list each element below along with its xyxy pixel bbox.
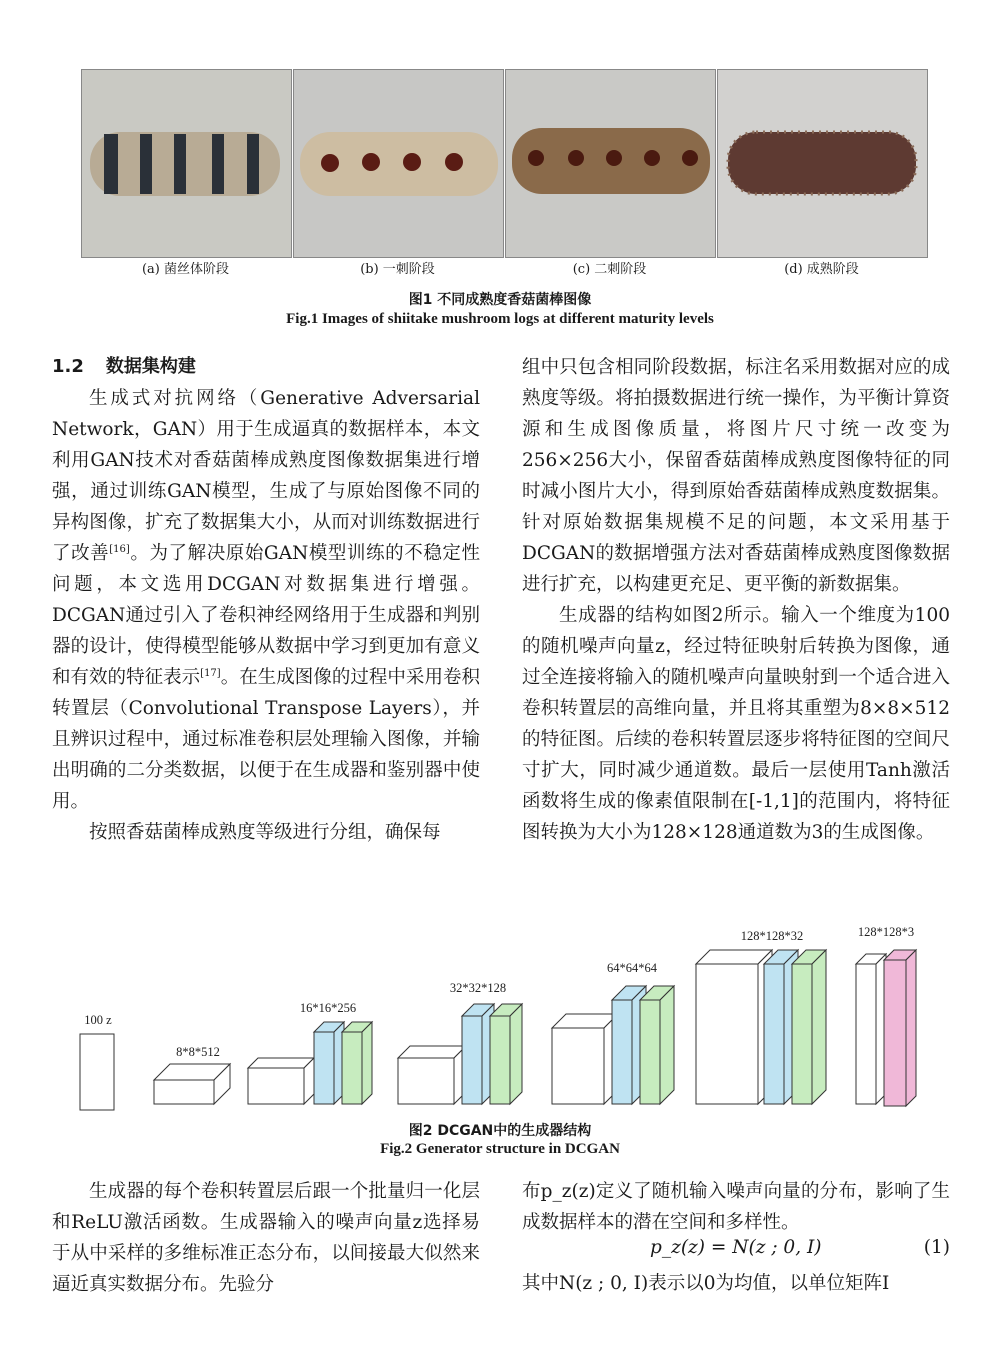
layer3-base-block: [552, 1014, 618, 1104]
subcaption-c: (c) 二刺阶段: [572, 262, 647, 277]
subcaption-a: (a) 菌丝体阶段: [141, 262, 230, 277]
figure2-caption-en: Fig.2 Generator structure in DCGAN: [380, 1141, 620, 1157]
figure1-caption-zh: 图1 不同成熟度香菇菌棒图像: [408, 292, 592, 308]
output-image-block: [884, 950, 916, 1106]
layer1-base-block: [248, 1058, 314, 1104]
paragraph: 生成器的每个卷积转置层后跟一个批量归一化层和ReLU激活函数。生成器输入的噪声向量z选择易于从中采样的多维标准正态分布，以间接最大似然来逼近真实数据分布。先验分: [52, 1181, 480, 1295]
photo-mature-stage: [717, 69, 928, 258]
label-layer2-32x32x128: 32*32*128: [449, 981, 507, 995]
citation-17[interactable]: [17]: [200, 667, 221, 679]
bottom-left-column: [52, 1176, 480, 1300]
layer2-transpose-conv-block: [462, 1004, 494, 1104]
photo-mycelium-stage: [81, 69, 292, 258]
section-heading: [52, 352, 218, 378]
label-output-128x128x3: 128*128*3: [857, 925, 915, 939]
paragraph: 其中N(z ; 0, I)表示以0为均值，以单位矩阵I: [522, 1273, 890, 1294]
equation-number: (1): [923, 1237, 950, 1258]
figure2-caption-zh: 图2 DCGAN中的生成器结构: [408, 1123, 592, 1139]
citation-16[interactable]: [16]: [109, 543, 130, 555]
photo-first-spike-stage: [293, 69, 504, 258]
paragraph: 生成式对抗网络（Generative Adversarial Network，GAN）用于生成逼真的数据样本，本文利用GAN技术对香菇菌棒成熟度图像数据集进行增强，通过训练GAN模型，生成了与原始图像不同的异构图像，扩充了数据集大小，从而对训练数据进行了改善[16]。为了解决原始GAN模型训练的不稳定性问题，本文选用DCGAN对数据集进行增强。DCGAN通过引入了卷积神经网络用于生成器和判别器的设计，使得模型能够从数据中学习到更加有意义和有效的特征表示[17]。在生成图像的过程中采用卷积转置层（Convolutional Transpose Layers），并且辨识过程中，通过标准卷积层处理输入图像，并输出明确的二分类数据，以便于在生成器和鉴别器中使用。: [52, 388, 480, 812]
label-noise-vector: 100 z: [84, 1013, 112, 1027]
feature-map-8x8x512: [154, 1064, 230, 1104]
photo-second-spike-stage: [505, 69, 716, 258]
paragraph: 按照香菇菌棒成熟度等级进行分组，确保每: [89, 822, 441, 843]
label-layer4-128x128x32: 128*128*32: [740, 929, 804, 943]
subcaption-b: (b) 一刺阶段: [360, 262, 435, 277]
bottom-right-column: [522, 1176, 950, 1238]
figure1-caption-en: Fig.1 Images of shiitake mushroom logs at different maturity levels: [286, 311, 714, 327]
paragraph: 组中只包含相同阶段数据，标注名采用数据对应的成熟度等级。将拍摄数据进行统一操作，为平衡计算资源和生成图像质量，将图片尺寸统一改变为256×256大小，保留香菇菌棒成熟度图像特征的同时减小图片大小，得到原始香菇菌棒成熟度数据集。针对原始数据集规模不足的问题，本文采用基于DCGAN的数据增强方法对香菇菌棒成熟度图像数据进行扩充，以构建更充足、更平衡的新数据集。: [522, 357, 950, 595]
equation-formula: p_z(z) = N(z ; 0, I): [650, 1237, 822, 1258]
layer2-base-block: [398, 1046, 466, 1104]
layer2-batchnorm-block: [490, 1004, 522, 1104]
layer4-base-block: [696, 950, 772, 1104]
subcaption-d: (d) 成熟阶段: [784, 262, 859, 277]
layer1-transpose-conv-block: [314, 1022, 344, 1104]
generator-structure-diagram: [60, 920, 940, 1116]
section-number: 1.2: [52, 356, 84, 377]
label-layer3-64x64x64: 64*64*64: [607, 961, 657, 975]
right-column: [522, 352, 950, 848]
label-layer1-16x16x256: 16*16*256: [299, 1001, 357, 1015]
label-feature-map-8x8x512: 8*8*512: [176, 1045, 220, 1059]
bottom-right-column-continued: [522, 1268, 950, 1299]
section-title: 数据集构建: [105, 356, 196, 377]
output-base-block: [856, 954, 886, 1104]
layer4-batchnorm-block: [792, 950, 826, 1104]
layer3-batchnorm-block: [640, 986, 674, 1104]
left-column: [52, 383, 480, 848]
paragraph: 生成器的结构如图2所示。输入一个维度为100的随机噪声向量z，经过特征映射后转换为图像，通过全连接将输入的随机噪声向量映射到一个适合进入卷积转置层的高维向量，并且将其重塑为8×8×512的特征图。后续的卷积转置层逐步将特征图的空间尺寸扩大，同时减少通道数。最后一层使用Tanh激活函数将生成的像素值限制在[-1,1]的范围内，将特征图转换为大小为128×128通道数为3的生成图像。: [522, 605, 950, 843]
paragraph: 布p_z(z)定义了随机输入噪声向量的分布，影响了生成数据样本的潜在空间和多样性。: [522, 1181, 950, 1233]
noise-vector-block: [80, 1034, 114, 1110]
layer1-batchnorm-block: [342, 1022, 372, 1104]
